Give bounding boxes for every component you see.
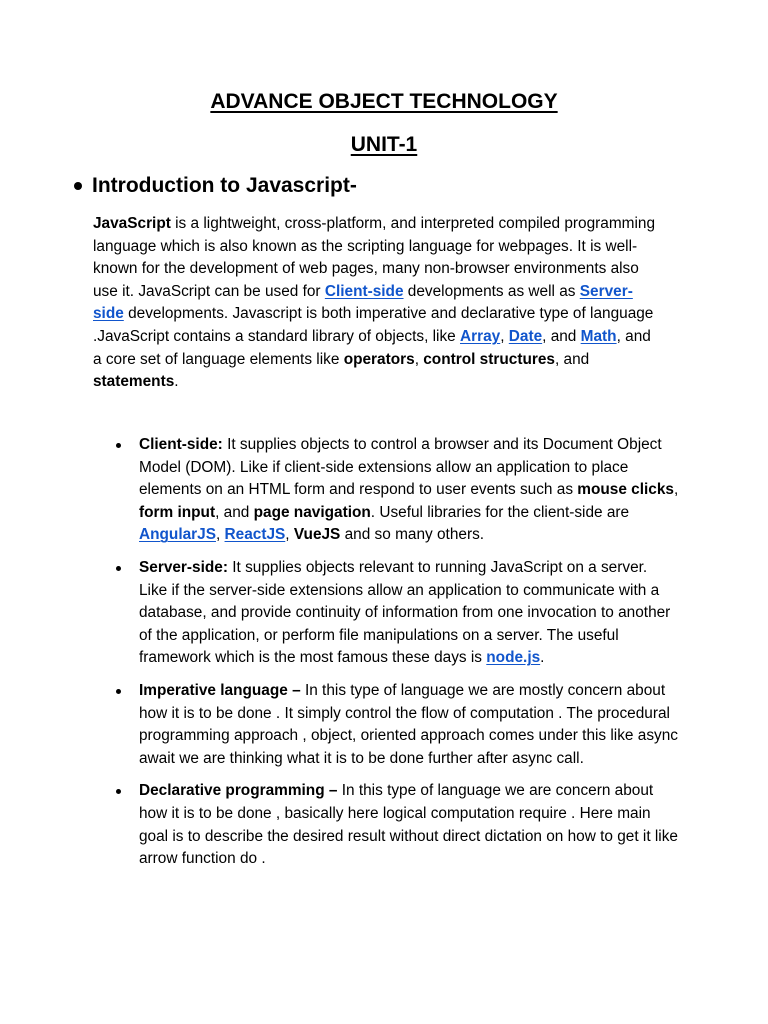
client-side-text-5: , (215, 526, 225, 544)
intro-paragraph (93, 213, 663, 394)
section-heading (74, 174, 357, 198)
declarative-text: In this type of language we are concern about how it is to be done , basically here logical computation require . Here main goal is to describe the desired result without direct dictation on how to get it like arrow function do . (139, 782, 678, 868)
bullet-list (0, 434, 768, 871)
list-item-declarative (0, 780, 679, 870)
bullet-icon (116, 689, 121, 694)
link-math[interactable]: Math (580, 327, 617, 345)
link-date[interactable]: Date (508, 327, 543, 345)
imperative-label: Imperative language – (139, 681, 301, 699)
list-item-client-side (0, 434, 679, 547)
link-angularjs[interactable]: AngularJS (139, 526, 216, 544)
section-heading-text: Introduction to Javascript- (92, 174, 357, 197)
client-side-text-1: It supplies objects to control a browser and its Document Object Model (DOM). Like if client-side extensions allow an application to place elements on an HTML form and respond to user events such as (139, 436, 662, 499)
intro-text-9: . (174, 373, 179, 391)
unit-title: UNIT-1 (350, 133, 418, 156)
client-side-text-6: , (285, 526, 294, 544)
intro-text-3: developments. Javascript is both imperative and declarative type of language .JavaScript contains a standard library of objects, like (93, 305, 654, 345)
declarative-label: Declarative programming – (139, 782, 338, 800)
client-side-label: Client-side: (139, 436, 223, 453)
intro-text-2: developments as well as (403, 282, 580, 300)
list-item-imperative (0, 680, 679, 770)
link-client-side[interactable]: Client-side (324, 282, 404, 300)
link-reactjs[interactable]: ReactJS (224, 526, 286, 544)
imperative-text: In this type of language we are mostly concern about how it is to be done . It simply control the flow of computation . The procedural programming approach , object, oriented approach comes under this like async await we are thinking what it is to be done further after async call. (139, 681, 678, 767)
link-server-side[interactable]: Server-side (93, 282, 633, 323)
term-vuejs: VueJS (293, 526, 341, 544)
client-side-text-4: . Useful libraries for the client-side are (370, 503, 630, 521)
bullet-icon (116, 443, 121, 448)
intro-text-1: is a lightweight, cross-platform, and interpreted compiled programming language which is also known as the scripting language for webpages. It is well-known for the development of web pages, many non-browser environments also use it. JavaScript can be used for (93, 215, 656, 300)
term-control-structures: control structures (423, 350, 555, 368)
intro-text-6: , and a core set of language elements like (93, 327, 651, 368)
term-statements: statements (93, 373, 175, 391)
client-side-text-7: and so many others. (340, 526, 485, 544)
document-title: ADVANCE OBJECT TECHNOLOGY (210, 90, 558, 113)
bullet-icon (116, 566, 121, 571)
link-array[interactable]: Array (460, 327, 501, 345)
server-side-text-1: It supplies objects relevant to running JavaScript on a server. Like if the server-side extensions allow an application to communicate with a database, and provide continuity of information from one invocation to another of the application, or perform file manipulations on a server. The useful framework which is the most famous these days is (139, 558, 671, 667)
server-side-text-2: . (540, 649, 545, 667)
intro-text-5: , and (542, 327, 581, 345)
intro-text-7: , (414, 350, 424, 368)
bullet-icon (74, 182, 82, 190)
term-javascript: JavaScript (93, 215, 171, 232)
client-side-text-2: , (673, 481, 679, 499)
intro-text-8: , and (554, 350, 590, 368)
intro-text-4: , (500, 327, 509, 345)
list-item-server-side (0, 557, 679, 670)
term-page-navigation: page navigation (253, 503, 371, 521)
bullet-icon (116, 789, 121, 794)
term-form-input: form input (139, 503, 216, 521)
term-operators: operators (343, 350, 415, 368)
link-nodejs[interactable]: node.js (486, 649, 541, 667)
server-side-label: Server-side: (139, 558, 228, 576)
term-mouse-clicks: mouse clicks (577, 481, 674, 499)
client-side-text-3: , and (215, 503, 254, 521)
